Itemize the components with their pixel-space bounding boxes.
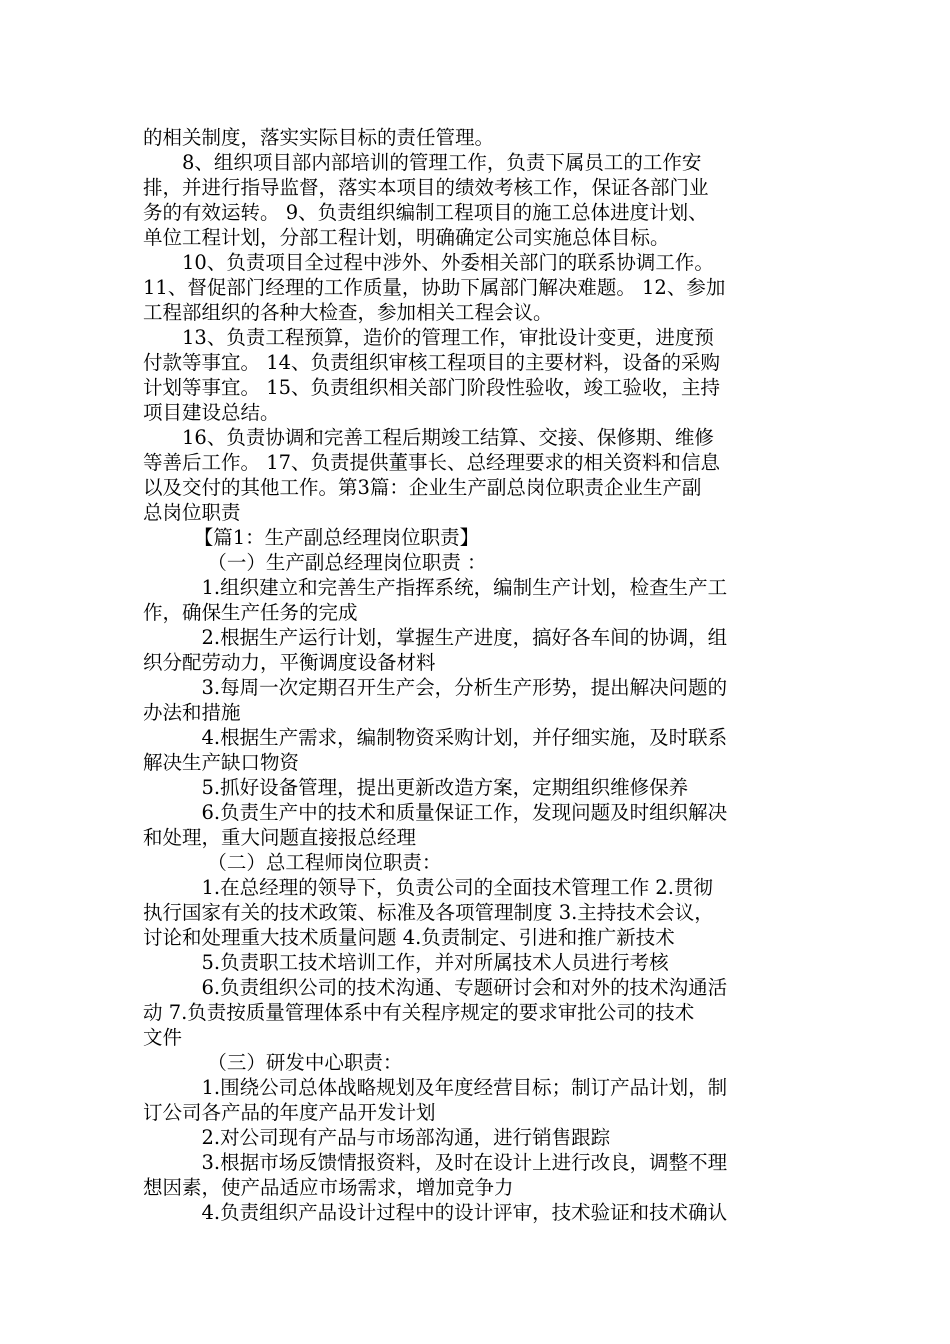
text-line: 1.围绕公司总体战略规划及年度经营目标；制订产品计划，制 [201,1076,728,1099]
text-line: 2.根据生产运行计划，掌握生产进度，搞好各车间的协调，组 [201,626,728,649]
text-line: 想因素，使产品适应市场需求，增加竞争力 [143,1176,514,1199]
text-line: 织分配劳动力，平衡调度设备材料 [143,651,436,674]
text-line: 4.负责组织产品设计过程中的设计评审，技术验证和技术确认 [201,1201,728,1224]
text-line: 5.负责职工技术培训工作，并对所属技术人员进行考核 [201,951,669,974]
text-line: 订公司各产品的年度产品开发计划 [143,1101,436,1124]
text-line: 11、督促部门经理的工作质量，协助下属部门解决难题。 12、参加 [143,276,726,299]
text-line: 动 7.负责按质量管理体系中有关程序规定的要求审批公司的技术 [143,1001,695,1024]
text-line: （三）研发中心职责： [207,1051,403,1074]
text-line: 以及交付的其他工作。第3篇：企业生产副总岗位职责企业生产副 [143,476,702,499]
text-line: 2.对公司现有产品与市场部沟通，进行销售跟踪 [201,1126,611,1149]
text-line: 总岗位职责 [143,501,241,524]
text-line: 3.根据市场反馈情报资料，及时在设计上进行改良，调整不理 [201,1151,728,1174]
text-line: 10、负责项目全过程中涉外、外委相关部门的联系协调工作。 [182,251,714,274]
text-line: 1.组织建立和完善生产指挥系统，编制生产计划，检查生产工 [201,576,728,599]
text-line: （一）生产副总经理岗位职责 ： [207,551,487,574]
text-line: 排，并进行指导监督，落实本项目的绩效考核工作，保证各部门业 [143,176,709,199]
text-line: 3.每周一次定期召开生产会，分析生产形势，提出解决问题的 [201,676,728,699]
text-line: 讨论和处理重大技术质量问题 4.负责制定、引进和推广新技术 [143,926,675,949]
text-line: 13、负责工程预算，造价的管理工作，审批设计变更，进度预 [182,326,714,349]
text-line: 16、负责协调和完善工程后期竣工结算、交接、保修期、维修 [182,426,714,449]
text-line: 8、组织项目部内部培训的管理工作，负责下属员工的工作安 [182,151,702,174]
text-line: 的相关制度，落实实际目标的责任管理。 [143,126,495,149]
text-line: 6.负责生产中的技术和质量保证工作，发现问题及时组织解决 [201,801,728,824]
text-line: 等善后工作。 17、负责提供董事长、总经理要求的相关资料和信息 [143,451,721,474]
text-line: 【篇1：生产副总经理岗位职责】 [193,526,480,549]
text-line: 5.抓好设备管理，提出更新改造方案，定期组织维修保养 [201,776,689,799]
text-line: 1.在总经理的领导下，负责公司的全面技术管理工作 2.贯彻 [201,876,713,899]
text-line: 作，确保生产任务的完成 [143,601,358,624]
text-line: 项目建设总结。 [143,401,280,424]
text-line: 付款等事宜。 14、负责组织审核工程项目的主要材料，设备的采购 [143,351,721,374]
text-line: 文件 [143,1026,183,1049]
text-line: （二）总工程师岗位职责： [207,851,442,874]
text-line: 和处理，重大问题直接报总经理 [143,826,417,849]
text-line: 工程部组织的各种大检查，参加相关工程会议。 [143,301,553,324]
text-line: 4.根据生产需求，编制物资采购计划，并仔细实施，及时联系 [201,726,728,749]
text-line: 单位工程计划，分部工程计划，明确确定公司实施总体目标。 [143,226,670,249]
text-line: 执行国家有关的技术政策、标准及各项管理制度 3.主持技术会议， [143,901,714,924]
text-line: 计划等事宜。 15、负责组织相关部门阶段性验收，竣工验收，主持 [143,376,721,399]
text-line: 解决生产缺口物资 [143,751,300,774]
text-line: 6.负责组织公司的技术沟通、专题研讨会和对外的技术沟通活 [201,976,728,999]
text-line: 办法和措施 [143,701,241,724]
text-line: 务的有效运转。 9、负责组织编制工程项目的施工总体进度计划、 [143,201,708,224]
